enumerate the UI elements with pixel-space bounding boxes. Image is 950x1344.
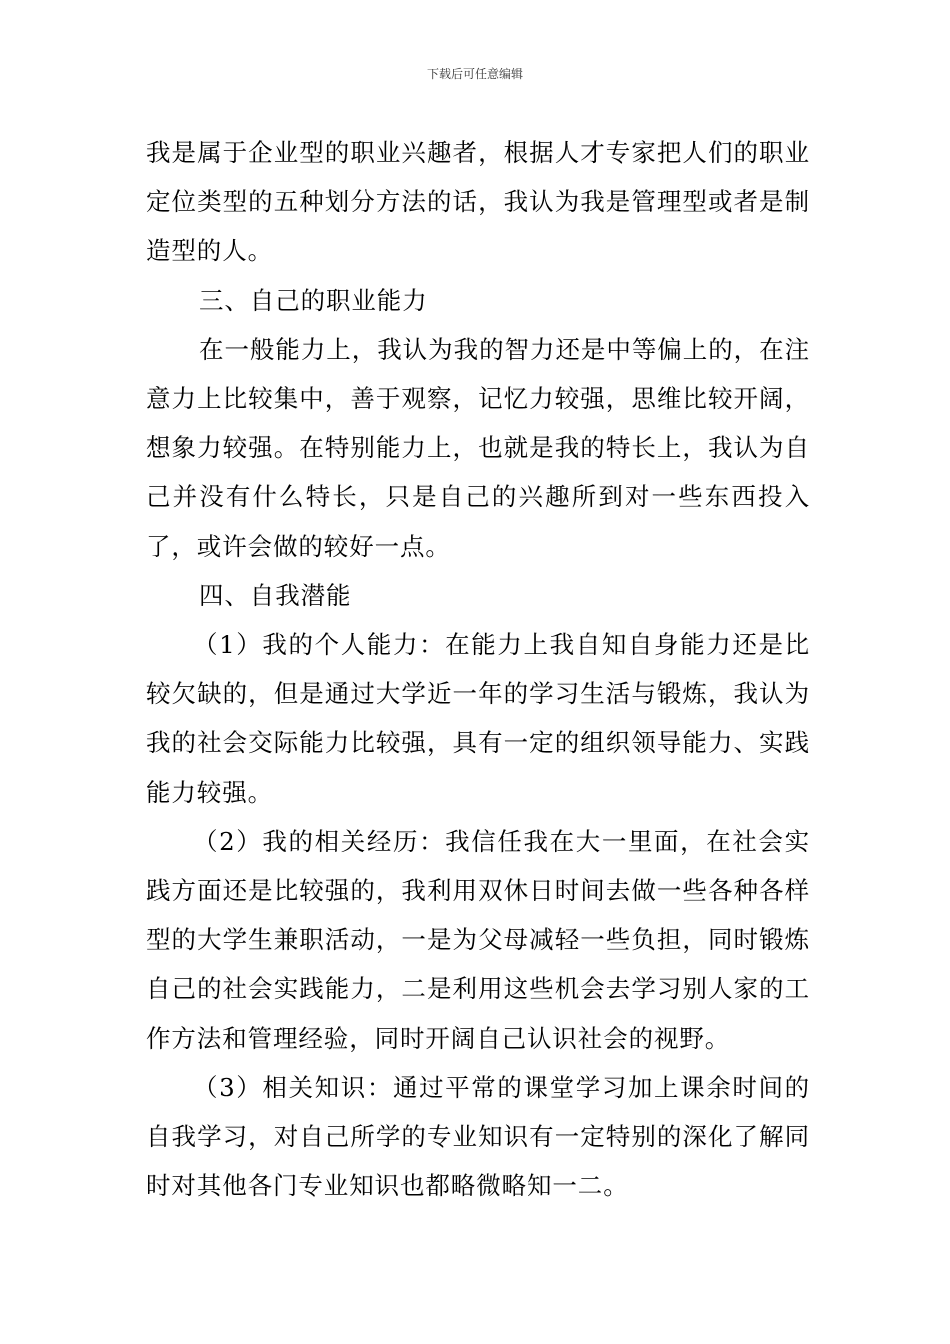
- page-header: 下载后可任意编辑: [426, 67, 523, 81]
- paragraph-general-ability: 在一般能力上，我认为我的智力还是中等偏上的，在注意力上比较集中，善于观察，记忆力较强，思维比较开阔，想象力较强。在特别能力上，也就是我的特长上，我认为自己并没有什么特长，只是自己的兴趣所到对一些东西投入了，或许会做的较好一点。: [146, 334, 810, 561]
- section-heading-self-potential: 四、自我潜能: [199, 580, 352, 610]
- paragraph-career-type: 我是属于企业型的职业兴趣者，根据人才专家把人们的职业定位类型的五种划分方法的话，我认为我是管理型或者是制造型的人。: [146, 138, 810, 266]
- paragraph-related-experience: （2）我的相关经历：我信任我在大一里面，在社会实践方面还是比较强的，我利用双休日时间去做一些各种各样型的大学生兼职活动，一是为父母减轻一些负担，同时锻炼自己的社会实践能力，二是利用这些机会去学习别人家的工作方法和管理经验，同时开阔自己认识社会的视野。: [146, 826, 810, 1053]
- section-heading-career-ability: 三、自己的职业能力: [199, 285, 428, 315]
- paragraph-related-knowledge: （3）相关知识：通过平常的课堂学习加上课余时间的自我学习，对自己所学的专业知识有一定特别的深化了解同时对其他各门专业知识也都略微略知一二。: [146, 1072, 810, 1201]
- document-body: [146, 128, 810, 1210]
- paragraph-personal-ability: （1）我的个人能力：在能力上我自知自身能力还是比较欠缺的，但是通过大学近一年的学习生活与锻炼，我认为我的社会交际能力比较强，具有一定的组织领导能力、实践能力较强。: [146, 630, 810, 807]
